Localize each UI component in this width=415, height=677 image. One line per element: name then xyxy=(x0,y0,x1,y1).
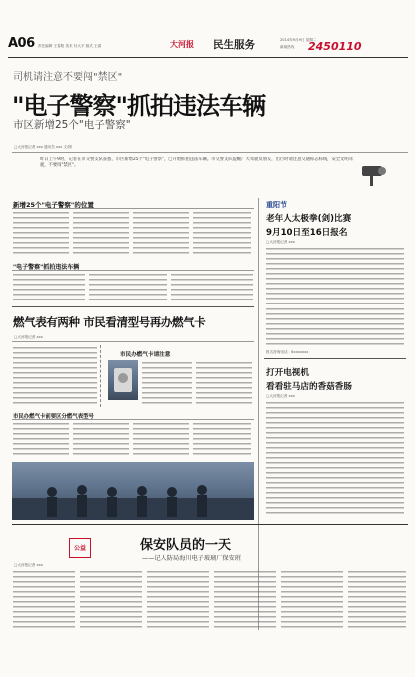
editor-credits: 责任编辑 王春阳 美术 付大平 版式 王睿 xyxy=(38,44,102,48)
lead-column-6 xyxy=(89,274,167,300)
lead-subhead: 市区新增25个"电子警察" xyxy=(13,119,131,131)
bottom-column-6 xyxy=(348,571,406,631)
elders-body xyxy=(266,248,404,304)
lead-column-4 xyxy=(193,212,251,256)
lead-section-b: "电子警察"抓拍违法车辆 xyxy=(13,264,80,271)
bottom-column-4 xyxy=(214,571,276,631)
bottom-column-2 xyxy=(80,571,142,631)
bottom-byline: □大河报记者 xxx xyxy=(14,563,43,567)
gas-subhead-rule xyxy=(12,419,254,420)
bottom-column-3 xyxy=(147,571,209,631)
lead-bottom-rule xyxy=(12,306,254,307)
gas-column-6 xyxy=(193,423,251,455)
lower-rule xyxy=(12,524,408,525)
page-number: A06 xyxy=(8,36,35,51)
section-b-rule xyxy=(12,270,254,271)
gas-column-4 xyxy=(73,423,129,455)
lead-byline-rule xyxy=(12,152,408,153)
lead-column-2 xyxy=(73,212,129,256)
lead-column-3 xyxy=(133,212,189,256)
security-team-photo xyxy=(12,462,254,520)
elders-headline: 老年人太极拳(剑)比赛 xyxy=(266,214,352,224)
elders-contact: 报名咨询电话：6xxxxxxx xyxy=(266,350,309,354)
gas-intro-box xyxy=(13,345,101,407)
lead-section-a: 新增25个"电子警察"的位置 xyxy=(13,201,94,209)
paper-logo: 大河报 xyxy=(170,40,194,49)
tv-byline: □大河报记者 xxx xyxy=(266,394,295,398)
lead-headline: "电子警察"抓拍违法车辆 xyxy=(12,92,266,120)
traffic-camera-icon xyxy=(358,160,394,188)
lead-byline: □大河报记者 xxx 通讯员 xxx 文/图 xyxy=(14,145,72,149)
right-divider xyxy=(264,358,406,359)
gas-subhead-1: 市民办燃气卡请注意 xyxy=(120,352,171,358)
tv-subheadline: 看看驻马店的香菇香肠 xyxy=(266,382,352,392)
section-title: 民生服务 xyxy=(213,39,255,51)
gas-intro-text xyxy=(13,347,97,405)
gas-column-3 xyxy=(13,423,69,455)
gas-meter-photo xyxy=(108,360,138,400)
bottom-headline: 保安队员的一天 xyxy=(140,538,232,553)
public-service-badge xyxy=(69,538,91,558)
masthead-rule xyxy=(8,57,408,58)
gas-byline: □大河报记者 xxx xyxy=(14,335,43,339)
tv-headline: 打开电视机 xyxy=(266,368,309,378)
lead-column-7 xyxy=(171,274,253,300)
badge-label: 公益 xyxy=(73,545,86,552)
elders-date-headline: 9月10日至16日报名 xyxy=(266,228,348,238)
vertical-divider xyxy=(258,198,259,630)
lead-column-5 xyxy=(13,274,85,300)
bottom-subhead: ——记人防局海川电子玻璃厂保安班 xyxy=(142,555,241,562)
gas-headline: 燃气表有两种 市民看清型号再办燃气卡 xyxy=(13,315,206,329)
bottom-column-5 xyxy=(281,571,343,631)
elders-kicker: 重阳节 xyxy=(266,201,287,209)
gas-subhead-2: 市民办燃气卡前要区分燃气表型号 xyxy=(13,414,94,420)
hotline-label: 新闻热线 xyxy=(280,45,295,49)
lead-intro: 昨日上午9时，记者在市交警支队获悉，市区新增25个"电子警察"，已开始抓拍违法车辆。市交警支队提醒广大驾驶员朋友，出行时请注意交通标志标线，安全文明驾驶，不要闯"禁区"。 xyxy=(40,157,353,169)
gas-column-1 xyxy=(142,362,192,406)
tv-body xyxy=(266,402,404,516)
elders-byline: □大河报记者 xxx xyxy=(266,240,295,244)
bottom-column-1 xyxy=(13,571,75,631)
lead-kicker: 司机请注意不要闯"禁区" xyxy=(13,72,123,83)
masthead xyxy=(8,36,408,56)
hotline-number: 2450110 xyxy=(308,40,362,53)
gas-column-2 xyxy=(196,362,252,406)
gas-byline-rule xyxy=(12,341,254,342)
right-column xyxy=(262,198,408,518)
elders-body-2 xyxy=(266,308,404,348)
lead-column-1 xyxy=(13,212,69,256)
issue-date: 2014年9月9日 星期二 xyxy=(280,38,317,42)
gas-column-5 xyxy=(133,423,189,455)
section-a-rule xyxy=(12,208,254,209)
